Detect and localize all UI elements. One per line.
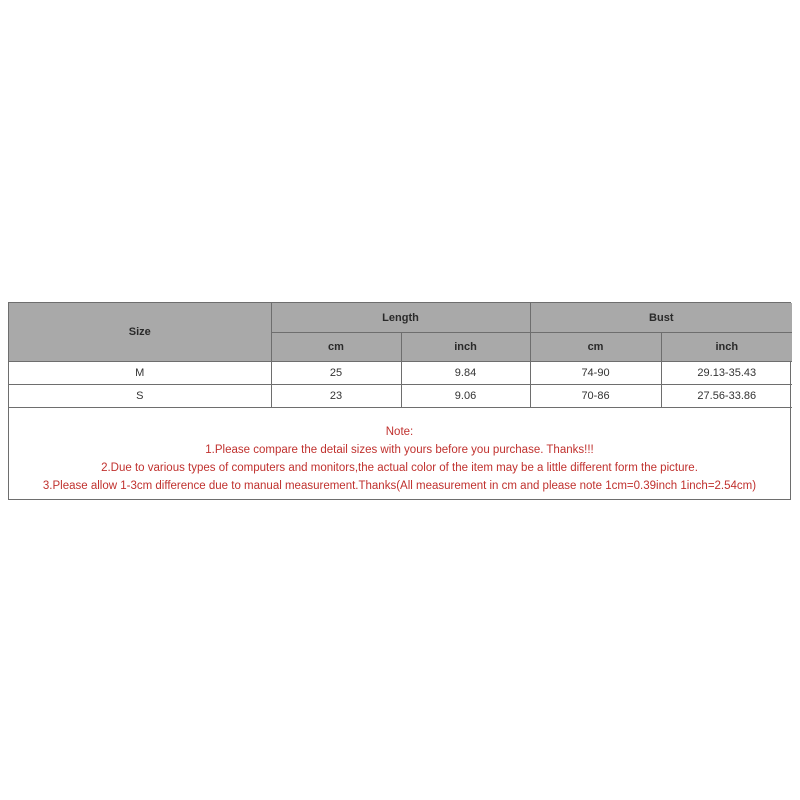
size-cell: S	[9, 385, 271, 408]
length-inch-cell: 9.06	[401, 385, 530, 408]
bust-inch-header: inch	[661, 333, 792, 362]
bust-cm-cell: 70-86	[530, 385, 661, 408]
size-chart	[8, 302, 791, 500]
size-header: Size	[9, 303, 271, 362]
bust-header: Bust	[530, 303, 792, 333]
table-row	[9, 385, 792, 408]
note-line-2: 2.Due to various types of computers and monitors,the actual color of the item may be a little different form the picture.	[101, 462, 698, 474]
header-row	[9, 303, 792, 333]
length-cm-cell: 23	[271, 385, 401, 408]
bust-inch-cell: 29.13-35.43	[661, 362, 792, 385]
length-cm-header: cm	[271, 333, 401, 362]
bust-cm-header: cm	[530, 333, 661, 362]
length-cm-cell: 25	[271, 362, 401, 385]
size-table	[9, 303, 792, 408]
note-title: Note:	[385, 426, 414, 438]
note-line-1: 1.Please compare the detail sizes with yours before you purchase. Thanks!!!	[205, 444, 594, 456]
note-line-3: 3.Please allow 1-3cm difference due to manual measurement.Thanks(All measurement in cm and please note 1cm=0.39inch 1inch=2.54cm)	[42, 480, 757, 492]
length-inch-header: inch	[401, 333, 530, 362]
notes-section	[9, 408, 790, 499]
size-cell: M	[9, 362, 271, 385]
length-header: Length	[271, 303, 530, 333]
bust-inch-cell: 27.56-33.86	[661, 385, 792, 408]
bust-cm-cell: 74-90	[530, 362, 661, 385]
table-row	[9, 362, 792, 385]
length-inch-cell: 9.84	[401, 362, 530, 385]
